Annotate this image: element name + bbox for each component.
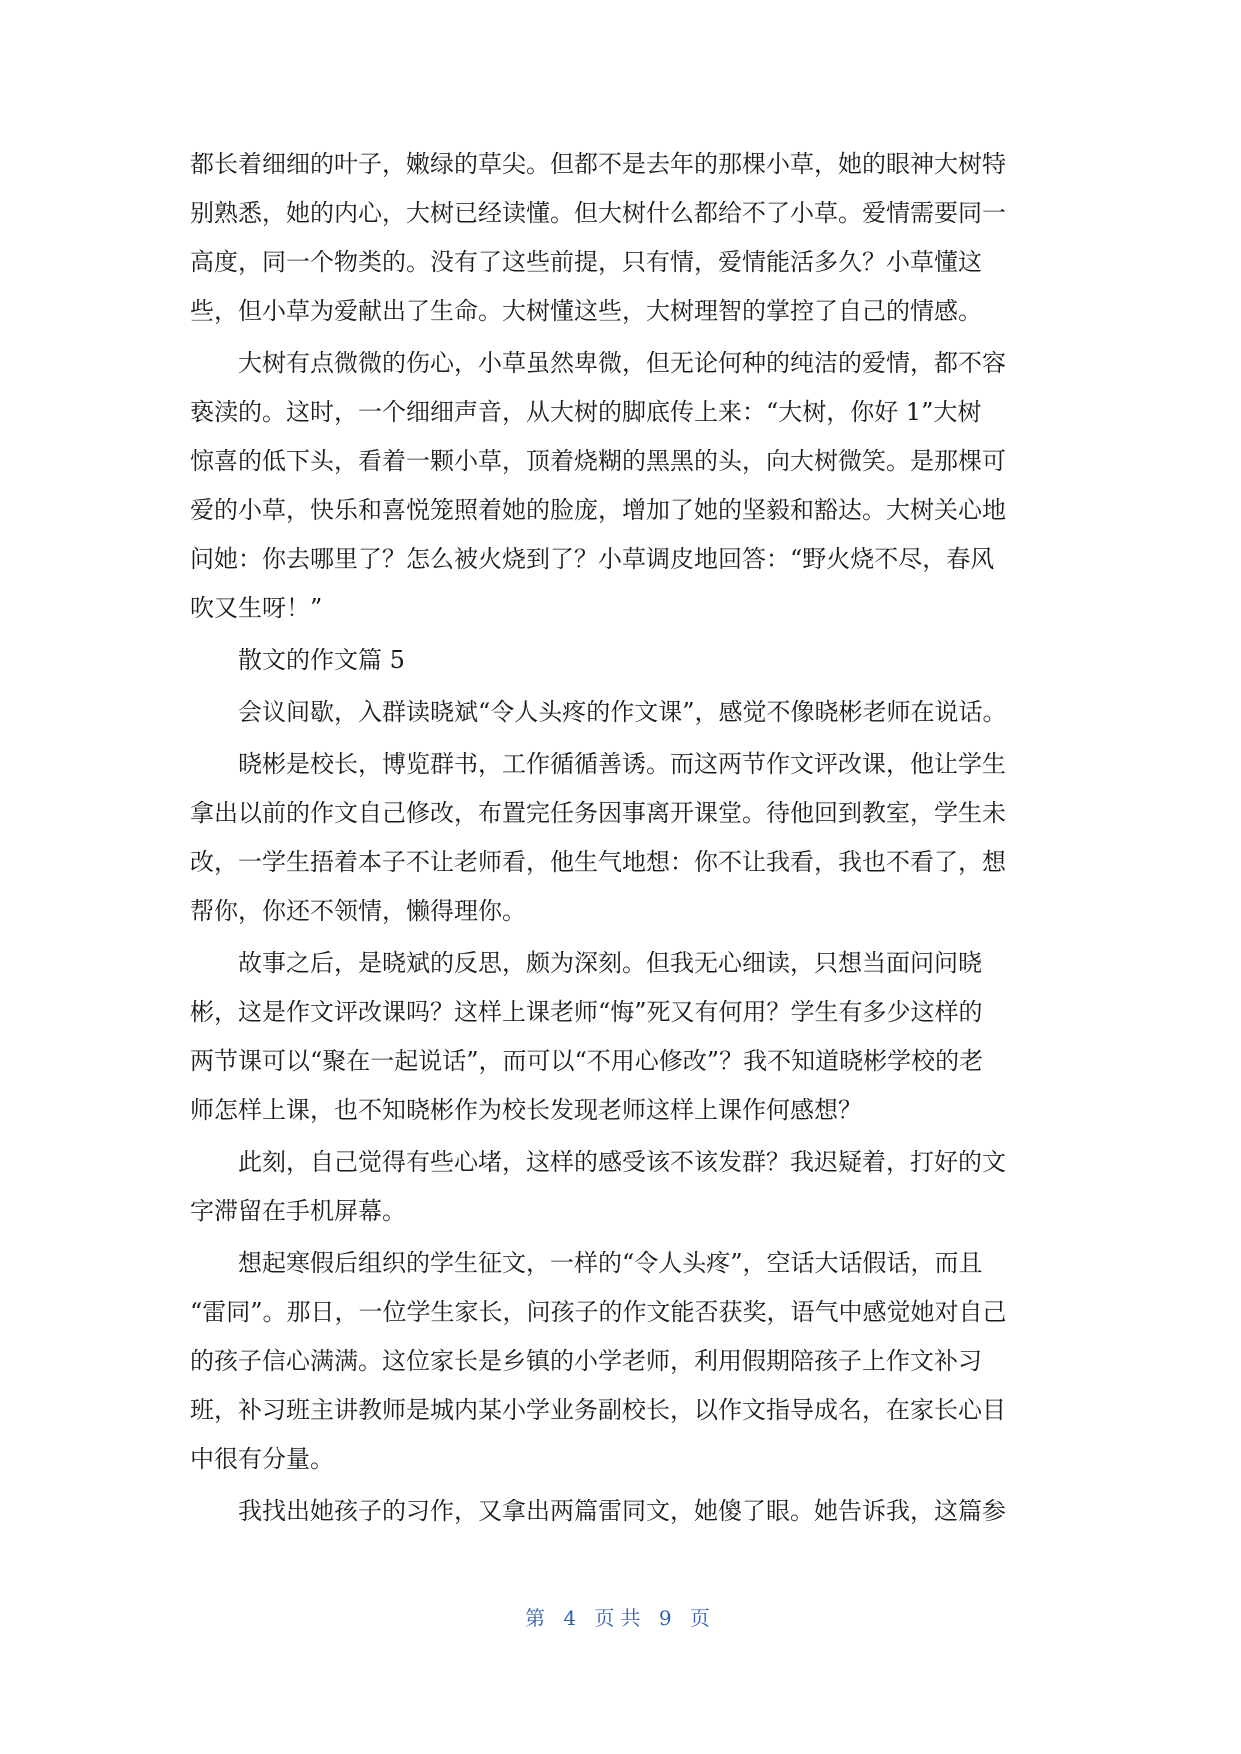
text-line: 的孩子信心满满。这位家长是乡镇的小学老师，利用假期陪孩子上作文补习	[190, 1347, 982, 1375]
text-line: 两节课可以“聚在一起说话”，而可以“不用心修改”？我不知道晓彬学校的老	[190, 1047, 984, 1075]
text-line: 亵渎的。这时，一个细细声音，从大树的脚底传上来：“大树，你好 1”大树	[190, 398, 982, 426]
paragraph	[190, 740, 1052, 936]
text-line: “雷同”。那日，一位学生家长，问孩子的作文能否获奖，语气中感觉她对自己	[190, 1298, 1007, 1326]
page-number-footer: 第 4 页共 9 页	[525, 1606, 716, 1630]
text-line: 些，但小草为爱献出了生命。大树懂这些，大树理智的掌控了自己的情感。	[190, 297, 982, 325]
text-line: 故事之后，是晓斌的反思，颇为深刻。但我无心细读，只想当面问问晓	[190, 949, 982, 977]
text-line: 大树有点微微的伤心，小草虽然卑微，但无论何种的纯洁的爱情，都不容	[190, 349, 1006, 377]
text-line: 问她：你去哪里了？怎么被火烧到了？小草调皮地回答：“野火烧不尽，春风	[190, 545, 995, 573]
paragraph	[190, 939, 1052, 1135]
paragraph	[190, 1239, 1052, 1484]
text-line: 中很有分量。	[190, 1445, 334, 1473]
paragraph	[190, 688, 1052, 737]
text-line: 字滞留在手机屏幕。	[190, 1197, 406, 1225]
text-line: 吹又生呀！”	[190, 594, 323, 622]
text-line: 彬，这是作文评改课吗？这样上课老师“悔”死又有何用？学生有多少这样的	[190, 998, 983, 1026]
text-line: 高度，同一个物类的。没有了这些前提，只有情，爱情能活多久？小草懂这	[190, 248, 982, 276]
text-line: 班，补习班主讲教师是城内某小学业务副校长，以作文指导成名，在家长心目	[190, 1396, 1006, 1424]
text-line: 帮你，你还不领情，懒得理你。	[190, 897, 526, 925]
document-body	[190, 140, 1052, 1539]
section-heading	[190, 636, 1052, 685]
text-line: 改，一学生捂着本子不让老师看，他生气地想：你不让我看，我也不看了，想	[190, 848, 1006, 876]
text-line: 想起寒假后组织的学生征文，一样的“令人头疼”，空话大话假话，而且	[190, 1249, 983, 1277]
text-line: 我找出她孩子的习作，又拿出两篇雷同文，她傻了眼。她告诉我，这篇参	[190, 1497, 1006, 1525]
text-line: 会议间歇，入群读晓斌“令人头疼的作文课”，感觉不像晓彬老师在说话。	[190, 698, 1007, 726]
paragraph	[190, 1138, 1052, 1236]
text-line: 师怎样上课，也不知晓彬作为校长发现老师这样上课作何感想？	[190, 1096, 862, 1124]
paragraph	[190, 1487, 1052, 1536]
paragraph	[190, 140, 1052, 336]
text-line: 爱的小草，快乐和喜悦笼照着她的脸庞，增加了她的坚毅和豁达。大树关心地	[190, 496, 1006, 524]
text-line: 别熟悉，她的内心，大树已经读懂。但大树什么都给不了小草。爱情需要同一	[190, 199, 1006, 227]
text-line: 拿出以前的作文自己修改，布置完任务因事离开课堂。待他回到教室，学生未	[190, 799, 1006, 827]
text-line: 晓彬是校长，博览群书，工作循循善诱。而这两节作文评改课，他让学生	[190, 750, 1006, 778]
text-line: 此刻，自己觉得有些心堵，这样的感受该不该发群？我迟疑着，打好的文	[190, 1148, 1006, 1176]
heading-line: 散文的作文篇 5	[190, 646, 405, 674]
paragraph	[190, 339, 1052, 633]
text-line: 都长着细细的叶子，嫩绿的草尖。但都不是去年的那棵小草，她的眼神大树特	[190, 150, 1006, 178]
text-line: 惊喜的低下头，看着一颗小草，顶着烧糊的黑黑的头，向大树微笑。是那棵可	[190, 447, 1006, 475]
